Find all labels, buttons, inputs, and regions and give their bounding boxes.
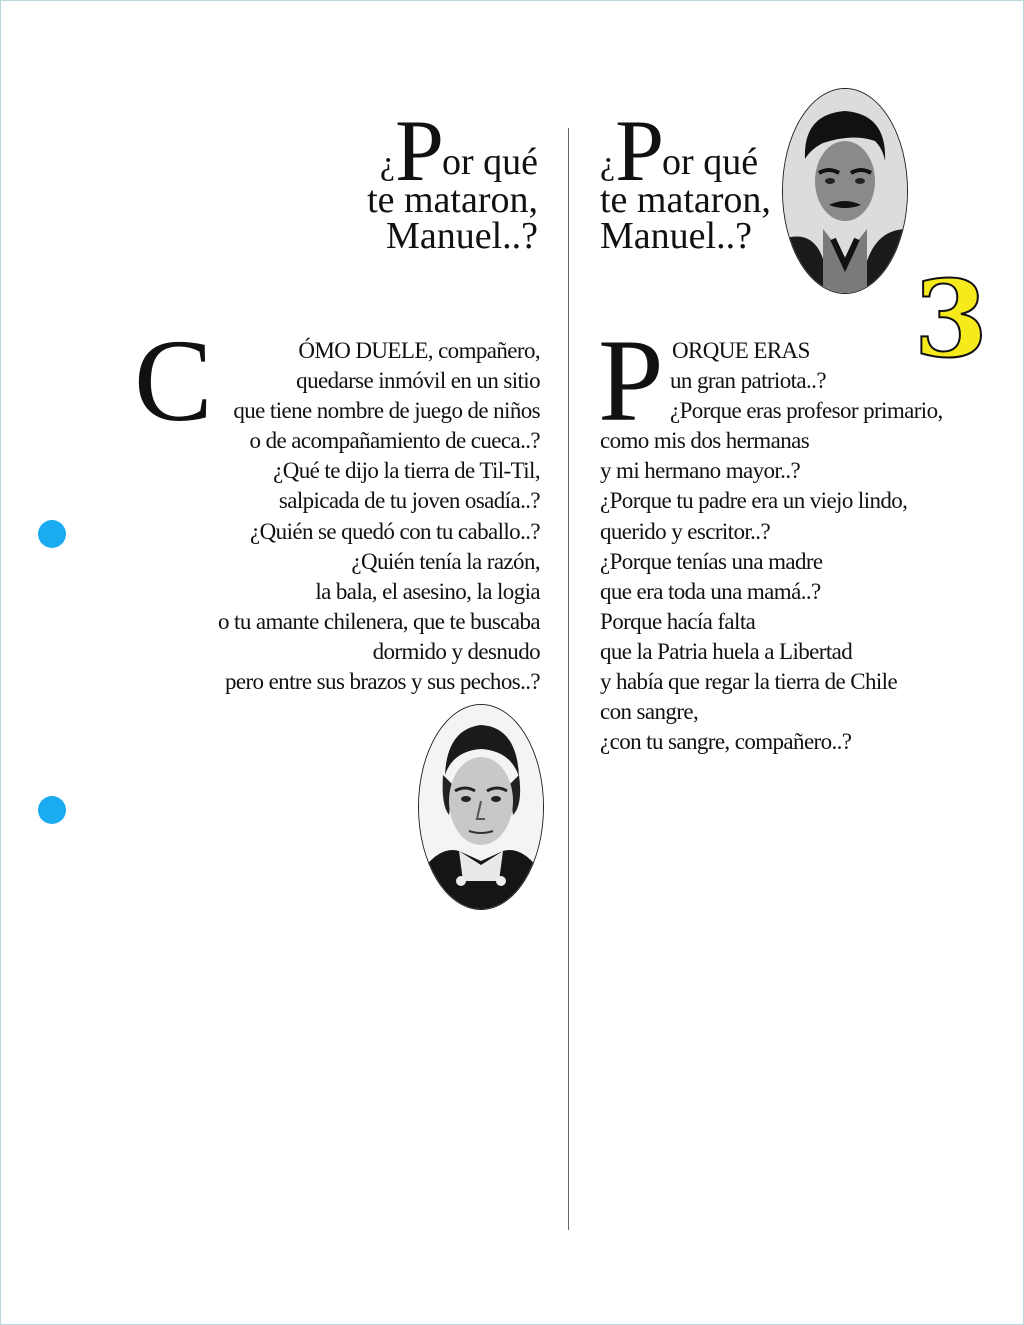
left-poem-line: salpicada de tu joven osadía..? [278,488,540,514]
right-poem-line: ¿con tu sangre, compañero..? [600,729,852,755]
left-title-line3: Manuel..? [386,215,538,257]
left-poem-line: o de acompañamiento de cueca..? [249,428,540,454]
right-drop-cap: P [598,315,664,446]
left-poem-line: ¿Qué te dijo la tierra de Til-Til, [273,458,540,484]
left-drop-cap: C [134,315,213,446]
left-title-line2: te mataron, [367,179,538,221]
binder-hole-bottom [38,796,66,824]
portrait-engraving-uniformed-man [418,704,544,910]
column-divider [568,128,569,1230]
left-poem-line: la bala, el asesino, la logia [315,578,540,604]
right-poem-line: un gran patriota..? [670,368,826,394]
left-poem-line: quedarse inmóvil en un sitio [296,368,540,394]
left-title-inverted-question: ¿ [379,145,396,182]
right-poem-line: ¿Porque eras profesor primario, [670,398,943,424]
left-poem-line: o tu amante chilenera, que te buscaba [217,608,540,634]
right-title-inverted-question: ¿ [600,145,616,182]
left-title-line1-rest: or qué [441,141,538,183]
portrait-photo-young-man-drawing [783,89,907,293]
left-poem-line: pero entre sus brazos y sus pechos..? [224,669,540,695]
right-poem-line: querido y escritor..? [600,518,771,544]
binder-hole-top [38,520,66,548]
page-number: 3 [914,256,988,381]
portrait-engraving-uniformed-man-drawing [419,705,543,909]
right-title [600,103,771,257]
right-poem-line: que la Patria huela a Libertad [600,638,853,664]
left-poem-line: ÓMO DUELE, compañero, [298,338,540,363]
right-poem-line: ORQUE ERAS [672,338,810,363]
right-title-line2: te mataron, [600,179,771,221]
right-title-big-letter: P [615,103,663,200]
right-poem-line: y mi hermano mayor..? [600,458,801,484]
left-poem [218,336,540,697]
right-poem [600,336,943,757]
right-poem-line: y había que regar la tierra de Chile [600,669,898,695]
right-poem-line: como mis dos hermanas [600,428,810,454]
portrait-photo-young-man [782,88,908,294]
right-poem-line: Porque hacía falta [600,608,756,634]
left-poem-line: que tiene nombre de juego de niños [233,398,540,424]
left-title-big-letter: P [395,103,442,200]
left-title [367,103,538,257]
left-poem-line: ¿Quién se quedó con tu caballo..? [250,518,540,544]
left-poem-line: dormido y desnudo [372,638,540,664]
right-poem-line: con sangre, [600,699,699,725]
right-poem-line: ¿Porque tu padre era un viejo lindo, [600,488,908,514]
left-poem-line: ¿Quién tenía la razón, [351,548,540,574]
right-title-line1-rest: or qué [662,141,759,183]
right-title-line3: Manuel..? [600,215,752,257]
right-poem-line: que era toda una mamá..? [600,578,821,604]
right-poem-line: ¿Porque tenías una madre [600,548,823,574]
